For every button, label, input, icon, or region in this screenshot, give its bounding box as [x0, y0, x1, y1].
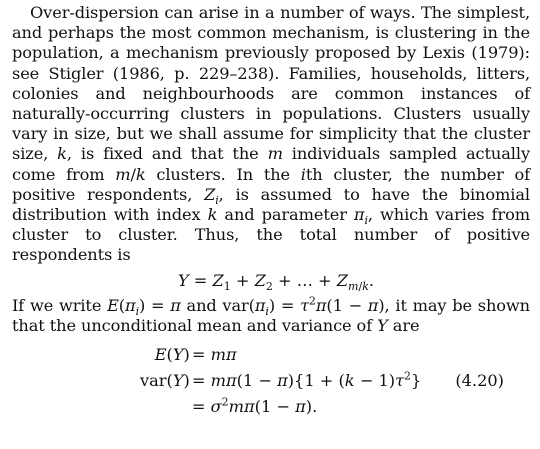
equation-number: (4.20) [455, 371, 504, 391]
paragraph-mean-variance: If we write $E(\pi_i) = \pi$ and $var(\pi_i) = \tau^2\pi(1 - \pi)$, it may be shown that the unconditional mean and variance of Y are [12, 294, 530, 335]
equation-array [12, 342, 530, 420]
equation-variance-simplified: = $\sigma^2m\pi(1 - \pi)$. [191, 395, 318, 417]
paragraph-overdispersion: Over-dispersion can arise in a number of ways. The simplest, and perhaps the most common mechanism, is clustering in the population, a mechanism previously proposed by Lexis (1979): see Stigler (1986, p. 229–238). Families, households, litters, colonies and neighbourhoods are common instances of naturally-occurring clusters in populations. Clusters usually vary in size, but we shall assume for simplicity that the cluster size, k, is fixed and that the m individuals sampled actually come from m/k clusters. In the ith cluster, the number of positive respondents, $Z_i$, is assumed to have the binomial distribution with index k and parameter $\pi_i$, which varies from cluster to cluster. Thus, the total number of positive respondents is [12, 3, 530, 265]
equation-mean: E(Y) = mπ [154, 345, 237, 365]
equation-variance: var(Y) = $m\pi(1 - \pi)\{1 + (k - 1)\tau^2\}$ [140, 369, 422, 391]
equation-total-respondents: $Y = Z_1 + Z_2$ + … + $Z_{m/k}$. [177, 270, 375, 293]
